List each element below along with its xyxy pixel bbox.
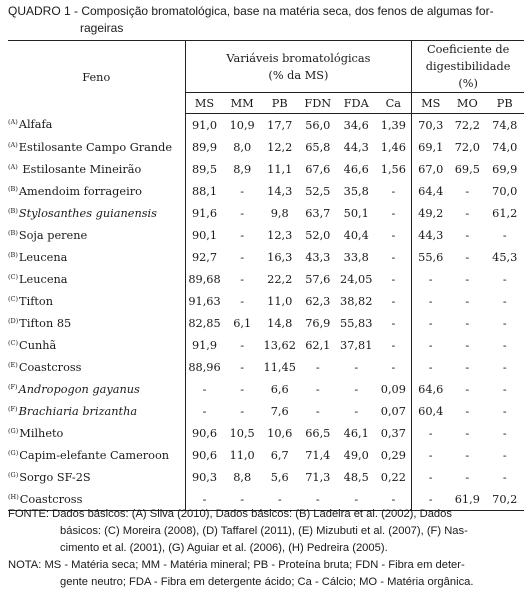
value-cell: 7,6 (270, 404, 289, 418)
value-cell: 64,6 (418, 382, 444, 396)
value-cell: - (465, 316, 470, 330)
value-cell: 74,8 (492, 118, 518, 132)
value-cell: - (240, 206, 245, 220)
column-header: PB (486, 93, 525, 114)
column-header: FDA (337, 93, 375, 114)
value-cell: 24,05 (340, 272, 373, 286)
source-reference: (F) (8, 404, 18, 413)
value-cell: 6,7 (270, 448, 289, 462)
source-reference: (C) (8, 272, 19, 281)
feno-name-cell (8, 114, 185, 137)
value-cell: 74,0 (492, 140, 518, 154)
value-cell: - (261, 488, 299, 511)
value-cell: 76,9 (305, 316, 331, 330)
value-cell: 88,1 (191, 184, 218, 198)
value-cell: 70,3 (418, 118, 444, 132)
value-cell: - (375, 312, 411, 334)
value-cell: 70,0 (492, 184, 518, 198)
value-cell: 8,9 (233, 162, 252, 176)
feno-name: Leucena (19, 272, 68, 286)
source-reference: (A) (8, 162, 18, 171)
source-reference: (B) (8, 206, 18, 215)
value-cell: 69,9 (492, 162, 518, 176)
value-cell: 91,9 (191, 338, 218, 352)
value-cell: 5,6 (270, 470, 289, 484)
value-cell: 8,0 (233, 140, 252, 154)
table-row (8, 202, 524, 224)
source-reference: (A) (8, 140, 18, 149)
value-cell: 10,9 (229, 118, 255, 132)
digest-header-line-3: (%) (458, 77, 478, 90)
value-cell: - (465, 448, 470, 462)
value-cell: - (465, 272, 470, 286)
value-cell: 88,96 (188, 360, 221, 374)
value-cell: 49,2 (418, 206, 444, 220)
source-reference: (B) (8, 228, 18, 237)
value-cell: 91,0 (191, 118, 218, 132)
value-cell: - (465, 250, 470, 264)
feno-name-cell (8, 290, 185, 312)
value-cell: - (428, 360, 433, 374)
feno-name-cell (8, 136, 185, 158)
value-cell: - (428, 316, 433, 330)
value-cell: 11,45 (263, 360, 296, 374)
value-cell: 6,1 (233, 316, 252, 330)
value-cell: 17,7 (267, 118, 293, 132)
source-reference: (C) (8, 294, 19, 303)
value-cell: 90,3 (191, 470, 218, 484)
value-cell: - (240, 338, 245, 352)
feno-name: Coastcross (18, 360, 82, 374)
value-cell: 34,6 (343, 118, 369, 132)
value-cell: 43,3 (305, 250, 331, 264)
caption-line-2: rageiras (80, 21, 124, 35)
value-cell: 71,3 (305, 470, 331, 484)
value-cell: - (315, 360, 320, 374)
value-cell: 1,39 (375, 114, 411, 137)
value-cell: 72,0 (454, 140, 480, 154)
feno-name: Coastcross (19, 492, 83, 506)
value-cell: - (375, 224, 411, 246)
variaveis-group-header (185, 41, 412, 93)
feno-name: Cunhã (19, 338, 57, 352)
value-cell: 11,1 (267, 162, 293, 176)
value-cell: 0,07 (375, 400, 411, 422)
value-cell: 67,6 (305, 162, 331, 176)
table-row (8, 312, 524, 334)
digest-header-line-2: digestibilidade (425, 60, 511, 73)
value-cell: - (502, 228, 507, 242)
feno-name-cell (8, 180, 185, 202)
nota-line-1: NOTA: MS - Matéria seca; MM - Matéria mineral; PB - Proteína bruta; FDN - Fibra em deter- (8, 559, 465, 571)
value-cell: - (240, 294, 245, 308)
value-cell: - (240, 382, 245, 396)
value-cell: 46,6 (343, 162, 369, 176)
fonte-line-1: FONTE: Dados básicos: (A) Silva (2010), Dados básicos: (B) Ladeira et al. (2002), Dados (8, 508, 452, 520)
value-cell: - (465, 404, 470, 418)
value-cell: - (465, 360, 470, 374)
value-cell: 14,8 (267, 316, 293, 330)
table-row (8, 444, 524, 466)
feno-name-cell (8, 268, 185, 290)
feno-name-cell (8, 422, 185, 444)
value-cell: 1,46 (375, 136, 411, 158)
feno-name: Tifton 85 (19, 316, 72, 330)
feno-name: Alfafa (18, 118, 53, 132)
value-cell: - (502, 382, 507, 396)
source-reference: (E) (8, 360, 18, 369)
table-row (8, 290, 524, 312)
value-cell: - (502, 338, 507, 352)
value-cell: 8,8 (233, 470, 252, 484)
value-cell: - (240, 184, 245, 198)
table-row (8, 246, 524, 268)
feno-name: Brachiaria brizantha (18, 404, 138, 418)
fonte-line-3: cimento et al. (2001), (G) Aguiar et al. (2006), (H) Pedreira (2005). (60, 542, 388, 554)
value-cell: 44,3 (343, 140, 369, 154)
value-cell: - (412, 488, 449, 511)
value-cell: 82,85 (188, 316, 221, 330)
digestibilidade-group-header (412, 41, 524, 93)
value-cell: 90,1 (191, 228, 218, 242)
value-cell: 0,22 (375, 466, 411, 488)
value-cell: 13,62 (263, 338, 296, 352)
column-header: MS (412, 93, 449, 114)
value-cell: 67,0 (418, 162, 444, 176)
feno-name-cell (8, 202, 185, 224)
value-cell: 52,0 (305, 228, 331, 242)
fonte-line-2: básicos: (C) Moreira (2008), (D) Taffarel (2011), (E) Mizubuti et al. (2007), (F) Nas- (60, 525, 468, 537)
nota-note (8, 557, 526, 591)
value-cell: - (354, 360, 359, 374)
value-cell: 9,8 (270, 206, 289, 220)
feno-name: Stylosanthes guianensis (18, 206, 157, 220)
feno-name: Tifton (19, 294, 53, 308)
value-cell: - (315, 404, 320, 418)
value-cell: - (354, 382, 359, 396)
value-cell: - (375, 290, 411, 312)
source-reference: (B) (8, 184, 18, 193)
value-cell: 70,2 (486, 488, 525, 511)
value-cell: 44,3 (418, 228, 444, 242)
column-header: MS (185, 93, 223, 114)
table-row (8, 114, 524, 137)
value-cell: - (465, 184, 470, 198)
value-cell: - (354, 404, 359, 418)
value-cell: 57,6 (305, 272, 331, 286)
value-cell: 0,37 (375, 422, 411, 444)
feno-name: Leucena (18, 250, 68, 264)
feno-name-cell (8, 356, 185, 378)
value-cell: - (299, 488, 337, 511)
value-cell: 65,8 (305, 140, 331, 154)
value-cell: - (465, 338, 470, 352)
value-cell: - (502, 448, 507, 462)
value-cell: 60,4 (418, 404, 444, 418)
table-row (8, 158, 524, 180)
value-cell: 52,5 (305, 184, 331, 198)
value-cell: - (465, 426, 470, 440)
table-row (8, 422, 524, 444)
value-cell: - (375, 180, 411, 202)
value-cell: - (465, 470, 470, 484)
value-cell: - (202, 404, 207, 418)
value-cell: - (465, 206, 470, 220)
table-row (8, 334, 524, 356)
value-cell: - (428, 272, 433, 286)
source-reference: (G) (8, 448, 19, 457)
value-cell: 11,0 (267, 294, 293, 308)
value-cell: 33,8 (343, 250, 369, 264)
feno-name-cell (8, 334, 185, 356)
column-header: MM (223, 93, 260, 114)
feno-name-cell (8, 378, 185, 400)
feno-name: Amendoim forrageiro (18, 184, 142, 198)
value-cell: 71,4 (305, 448, 331, 462)
value-cell: - (502, 404, 507, 418)
feno-name: Estilosante Campo Grande (18, 140, 173, 154)
feno-name-cell (8, 158, 185, 180)
table-row (8, 224, 524, 246)
source-reference: (B) (8, 250, 18, 259)
value-cell: - (428, 448, 433, 462)
value-cell: 50,1 (343, 206, 369, 220)
value-cell: 12,2 (267, 140, 293, 154)
table-body (8, 114, 524, 511)
value-cell: 91,6 (191, 206, 218, 220)
value-cell: - (465, 382, 470, 396)
value-cell: - (240, 360, 245, 374)
feno-name-cell (8, 312, 185, 334)
value-cell: 49,0 (343, 448, 369, 462)
source-reference: (F) (8, 382, 18, 391)
value-cell: - (240, 250, 245, 264)
value-cell: 12,3 (267, 228, 293, 242)
digest-header-line-1: Coeficiente de (426, 43, 510, 56)
value-cell: 6,6 (270, 382, 289, 396)
value-cell: 10,5 (229, 426, 255, 440)
value-cell: - (240, 272, 245, 286)
column-header: PB (261, 93, 299, 114)
table-row (8, 378, 524, 400)
fonte-note (8, 506, 526, 557)
value-cell: 90,6 (191, 426, 218, 440)
value-cell: 89,68 (188, 272, 221, 286)
value-cell: 0,09 (375, 378, 411, 400)
table-row (8, 180, 524, 202)
feno-name: Sorgo SF-2S (19, 470, 91, 484)
value-cell: 11,0 (229, 448, 255, 462)
variaveis-header-line-1: Variáveis bromatológicas (226, 51, 371, 65)
feno-name: Estilosante Mineirão (18, 162, 142, 176)
value-cell: - (428, 338, 433, 352)
source-reference: (H) (8, 492, 19, 501)
value-cell: - (428, 294, 433, 308)
value-cell: 61,2 (492, 206, 518, 220)
feno-name: Capim-elefante Cameroon (19, 448, 170, 462)
value-cell: - (240, 404, 245, 418)
value-cell: - (502, 316, 507, 330)
value-cell: 48,5 (343, 470, 369, 484)
value-cell: 22,2 (267, 272, 293, 286)
feno-name-cell (8, 400, 185, 422)
value-cell: - (202, 382, 207, 396)
value-cell: 89,5 (191, 162, 218, 176)
value-cell: 55,83 (340, 316, 373, 330)
caption-line-1: QUADRO 1 - Composição bromatológica, base na matéria seca, dos fenos de algumas for- (8, 4, 494, 18)
value-cell: 69,5 (454, 162, 480, 176)
value-cell: - (375, 488, 411, 511)
value-cell: - (465, 294, 470, 308)
feno-name: Milheto (19, 426, 64, 440)
source-reference: (C) (8, 338, 19, 347)
feno-column-header: Feno (8, 41, 185, 114)
value-cell: 16,3 (267, 250, 293, 264)
value-cell: - (375, 202, 411, 224)
value-cell: 66,5 (305, 426, 331, 440)
table-row (8, 356, 524, 378)
nota-line-2: gente neutro; FDA - Fibra em detergente ácido; Ca - Cálcio; MO - Matéria orgânica. (60, 576, 474, 588)
value-cell: - (428, 470, 433, 484)
value-cell: - (337, 488, 375, 511)
value-cell: 0,29 (375, 444, 411, 466)
value-cell: 56,0 (305, 118, 331, 132)
value-cell: - (428, 426, 433, 440)
value-cell: 45,3 (492, 250, 518, 264)
feno-name: Soja perene (18, 228, 88, 242)
value-cell: - (375, 356, 411, 378)
value-cell: 40,4 (343, 228, 369, 242)
value-cell: - (502, 272, 507, 286)
value-cell: 91,63 (188, 294, 221, 308)
value-cell: 69,1 (418, 140, 444, 154)
value-cell: 35,8 (343, 184, 369, 198)
value-cell: - (375, 268, 411, 290)
feno-name-cell (8, 224, 185, 246)
value-cell: - (502, 294, 507, 308)
value-cell: 37,81 (340, 338, 373, 352)
value-cell: 92,7 (191, 250, 218, 264)
table-caption (8, 3, 526, 37)
value-cell: - (502, 360, 507, 374)
value-cell: - (465, 228, 470, 242)
value-cell: 63,7 (305, 206, 331, 220)
value-cell: 10,6 (267, 426, 293, 440)
value-cell: 1,56 (375, 158, 411, 180)
column-header: MO (449, 93, 485, 114)
table-row (8, 466, 524, 488)
value-cell: 62,3 (305, 294, 331, 308)
column-header: FDN (299, 93, 337, 114)
value-cell: 64,4 (418, 184, 444, 198)
composition-table (8, 40, 524, 511)
value-cell: 90,6 (191, 448, 218, 462)
value-cell: 55,6 (418, 250, 444, 264)
value-cell: - (185, 488, 223, 511)
feno-name-cell (8, 246, 185, 268)
value-cell: - (375, 246, 411, 268)
table-row (8, 268, 524, 290)
column-header: Ca (375, 93, 411, 114)
table-row (8, 136, 524, 158)
feno-name: Andropogon gayanus (18, 382, 140, 396)
value-cell: - (375, 334, 411, 356)
source-reference: (G) (8, 470, 19, 479)
feno-name-cell (8, 466, 185, 488)
value-cell: - (502, 470, 507, 484)
value-cell: 46,1 (343, 426, 369, 440)
value-cell: - (223, 488, 260, 511)
source-reference: (A) (8, 118, 18, 127)
value-cell: 38,82 (340, 294, 373, 308)
value-cell: 89,9 (191, 140, 218, 154)
variaveis-header-line-2: (% da MS) (268, 68, 329, 82)
source-reference: (G) (8, 426, 19, 435)
table-row (8, 400, 524, 422)
value-cell: - (240, 228, 245, 242)
header-row-groups (8, 41, 524, 93)
value-cell: 62,1 (305, 338, 331, 352)
value-cell: - (502, 426, 507, 440)
value-cell: 61,9 (449, 488, 485, 511)
value-cell: 14,3 (267, 184, 293, 198)
source-reference: (D) (8, 316, 19, 325)
feno-name-cell (8, 444, 185, 466)
value-cell: 72,2 (454, 118, 480, 132)
value-cell: - (315, 382, 320, 396)
